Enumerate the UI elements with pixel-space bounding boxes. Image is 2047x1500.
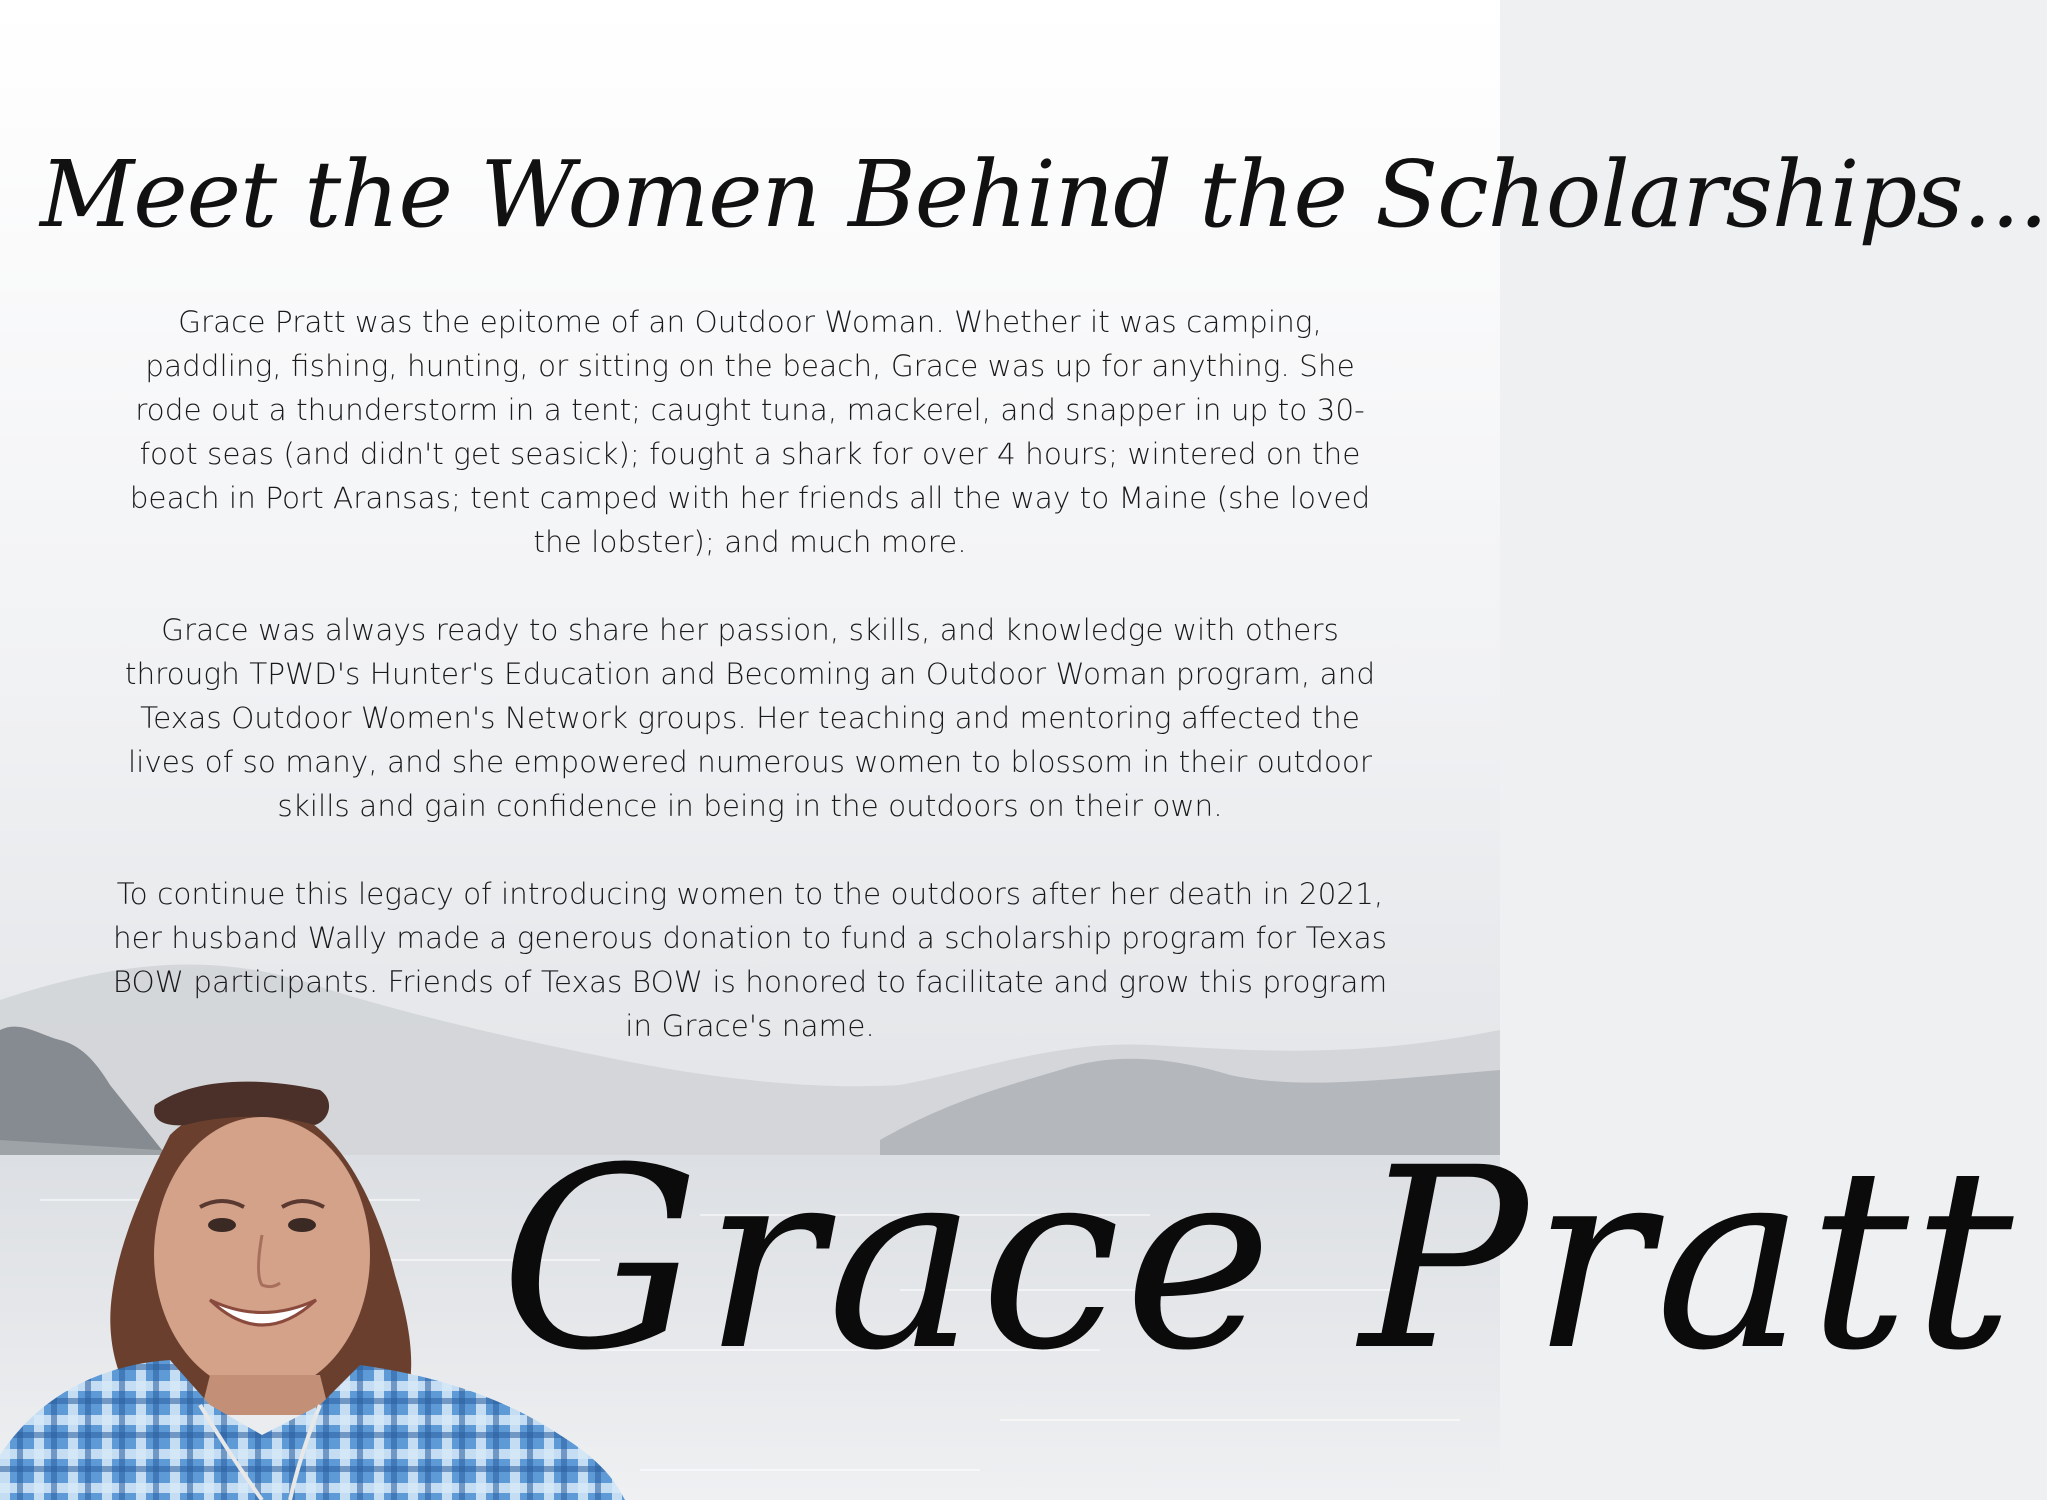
bio-paragraph-3: To continue this legacy of introducing women to the outdoors after her death in 2021, her husband Wally made a generous donation to fund a scholarship program for Texas BOW participants. Friends of Texas BOW is honored to facilitate and grow this program in Grace's name.	[112, 877, 1388, 1043]
bio-paragraph-1: Grace Pratt was the epitome of an Outdoor Woman. Whether it was camping, paddling, fishing, hunting, or sitting on the beach, Grace was up for anything. She rode out a thunderstorm in a tent; caught tuna, mackerel, and snapper in up to 30-foot seas (and didn't get seasick); fought a shark for over 4 hours; wintered on the beach in Port Aransas; tent camped with her friends all the way to Maine (she loved the lobster); and much more.	[129, 305, 1371, 559]
headline: Meet the Women Behind the Scholarships...	[40, 141, 2047, 248]
signature-name: Grace Pratt	[500, 1114, 2018, 1405]
bio-paragraph-2: Grace was always ready to share her passion, skills, and knowledge with others through TPWD's Hunter's Education and Becoming an Outdoor Woman program, and Texas Outdoor Women's Network groups. Her teaching and mentoring affected the lives of so many, and she empowered numerous women to blossom in their outdoor skills and gain confidence in being in the outdoors on their own.	[124, 613, 1376, 823]
bio-text	[110, 300, 1390, 1048]
face	[154, 1117, 370, 1393]
